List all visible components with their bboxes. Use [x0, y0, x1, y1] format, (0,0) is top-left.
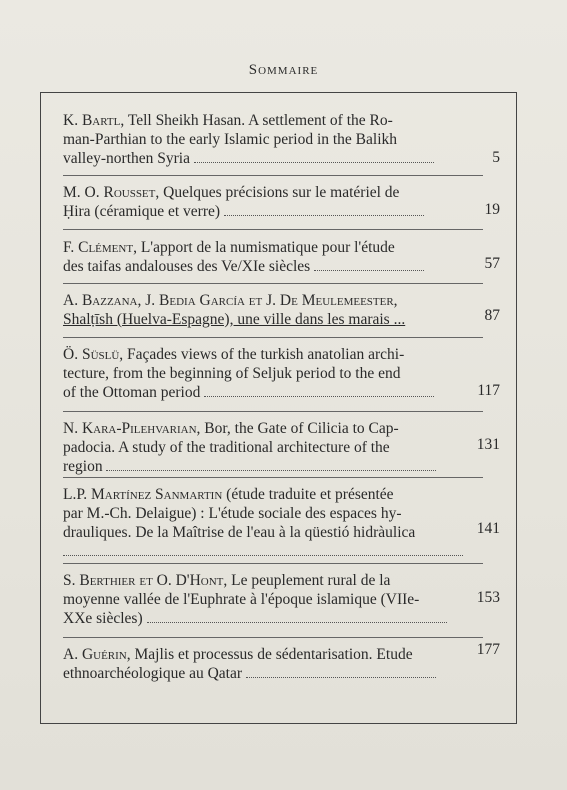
entry-authors: M. O. Rousset	[63, 184, 156, 201]
entry-title-line: Shalṭīsh (Huelva-Espagne), une ville dans les marais ...	[63, 311, 406, 328]
entry-page-number: 131	[476, 436, 500, 453]
entry-title-line: valley-northen Syria	[63, 150, 190, 167]
entry-title-line: XXe siècles)	[63, 610, 143, 627]
entry-title-line: par M.-Ch. Delaigue) : L'étude sociale des espaces hy-	[63, 505, 402, 522]
dot-leader	[204, 395, 434, 397]
entry-title-line: Ḥira (céramique et verre)	[63, 203, 221, 220]
contents-frame	[40, 92, 517, 724]
entry-title-line: , Quelques précisions sur le matériel de	[155, 184, 400, 201]
table-of-contents	[41, 93, 516, 723]
toc-entry	[63, 419, 463, 476]
entry-divider	[63, 229, 483, 230]
entry-title-line: drauliques. De la Maîtrise de l'eau à la qüestió hidràulica	[63, 524, 416, 541]
toc-entry	[63, 645, 483, 683]
dot-leader	[224, 214, 424, 216]
entry-authors: S. Berthier et O. D'Hont	[63, 572, 224, 589]
entry-divider	[63, 563, 483, 564]
entry-divider	[63, 175, 483, 176]
entry-page-number: 87	[484, 307, 500, 324]
entry-title-line: padocia. A study of the traditional architecture of the	[63, 439, 390, 456]
toc-entry	[63, 238, 463, 276]
entry-title-line: moyenne vallée de l'Euphrate à l'époque islamique (VIIe-	[63, 591, 420, 608]
entry-authors: A. Guérin	[63, 646, 127, 663]
entry-authors: F. Clément	[63, 239, 134, 256]
toc-entry	[63, 571, 473, 628]
entry-title-line: tecture, from the beginning of Seljuk period to the end	[63, 365, 401, 382]
toc-entry	[63, 345, 463, 402]
entry-title-line: , Bor, the Gate of Cilicia to Cap-	[196, 420, 399, 437]
page-title: Sommaire	[248, 62, 319, 78]
entry-authors: A. Bazzana, J. Bedia García et J. De Meulemeester,	[63, 292, 398, 309]
toc-entry	[63, 111, 463, 168]
entry-page-number: 141	[476, 520, 500, 537]
dot-leader	[314, 269, 424, 271]
entry-divider	[63, 283, 483, 284]
dot-leader	[63, 554, 463, 556]
entry-title-line: ethnoarchéologique au Qatar	[63, 665, 243, 682]
entry-title-line: (étude traduite et présentée	[222, 486, 394, 503]
entry-title-line: , Tell Sheikh Hasan. A settlement of the Ro-	[120, 112, 393, 129]
entry-title-line: , L'apport de la numismatique pour l'étude	[133, 239, 395, 256]
entry-page-number: 177	[476, 641, 500, 658]
entry-authors: K. Bartl	[63, 112, 121, 129]
entry-divider	[63, 411, 483, 412]
entry-authors: L.P. Martínez Sanmartin	[63, 486, 223, 503]
entry-page-number: 5	[492, 149, 500, 166]
entry-page-number: 19	[484, 201, 500, 218]
entry-divider	[63, 477, 483, 478]
toc-entry	[63, 485, 473, 561]
entry-title-line: des taifas andalouses des Ve/XIe siècles	[63, 258, 311, 275]
toc-entry	[63, 291, 483, 329]
dot-leader	[147, 621, 447, 623]
entry-title-line: , Le peuplement rural de la	[223, 572, 391, 589]
dot-leader	[194, 161, 434, 163]
entry-authors: Ö. Süslü	[63, 346, 120, 363]
dot-leader	[246, 676, 436, 678]
entry-page-number: 117	[477, 382, 500, 399]
entry-divider	[63, 637, 483, 638]
entry-page-number: 57	[484, 255, 500, 272]
entry-title-line: man-Parthian to the early Islamic period in the Balikh	[63, 131, 398, 148]
dot-leader	[106, 469, 436, 471]
entry-title-line: region	[63, 458, 103, 475]
entry-divider	[63, 337, 483, 338]
toc-entry	[63, 183, 463, 221]
entry-page-number: 153	[476, 589, 500, 606]
entry-title-line: of the Ottoman period	[63, 384, 201, 401]
entry-title-line: , Façades views of the turkish anatolian archi-	[119, 346, 405, 363]
entry-authors: N. Kara-Pilehvarian	[63, 420, 197, 437]
entry-title-line: , Majlis et processus de sédentarisation. Etude	[126, 646, 413, 663]
